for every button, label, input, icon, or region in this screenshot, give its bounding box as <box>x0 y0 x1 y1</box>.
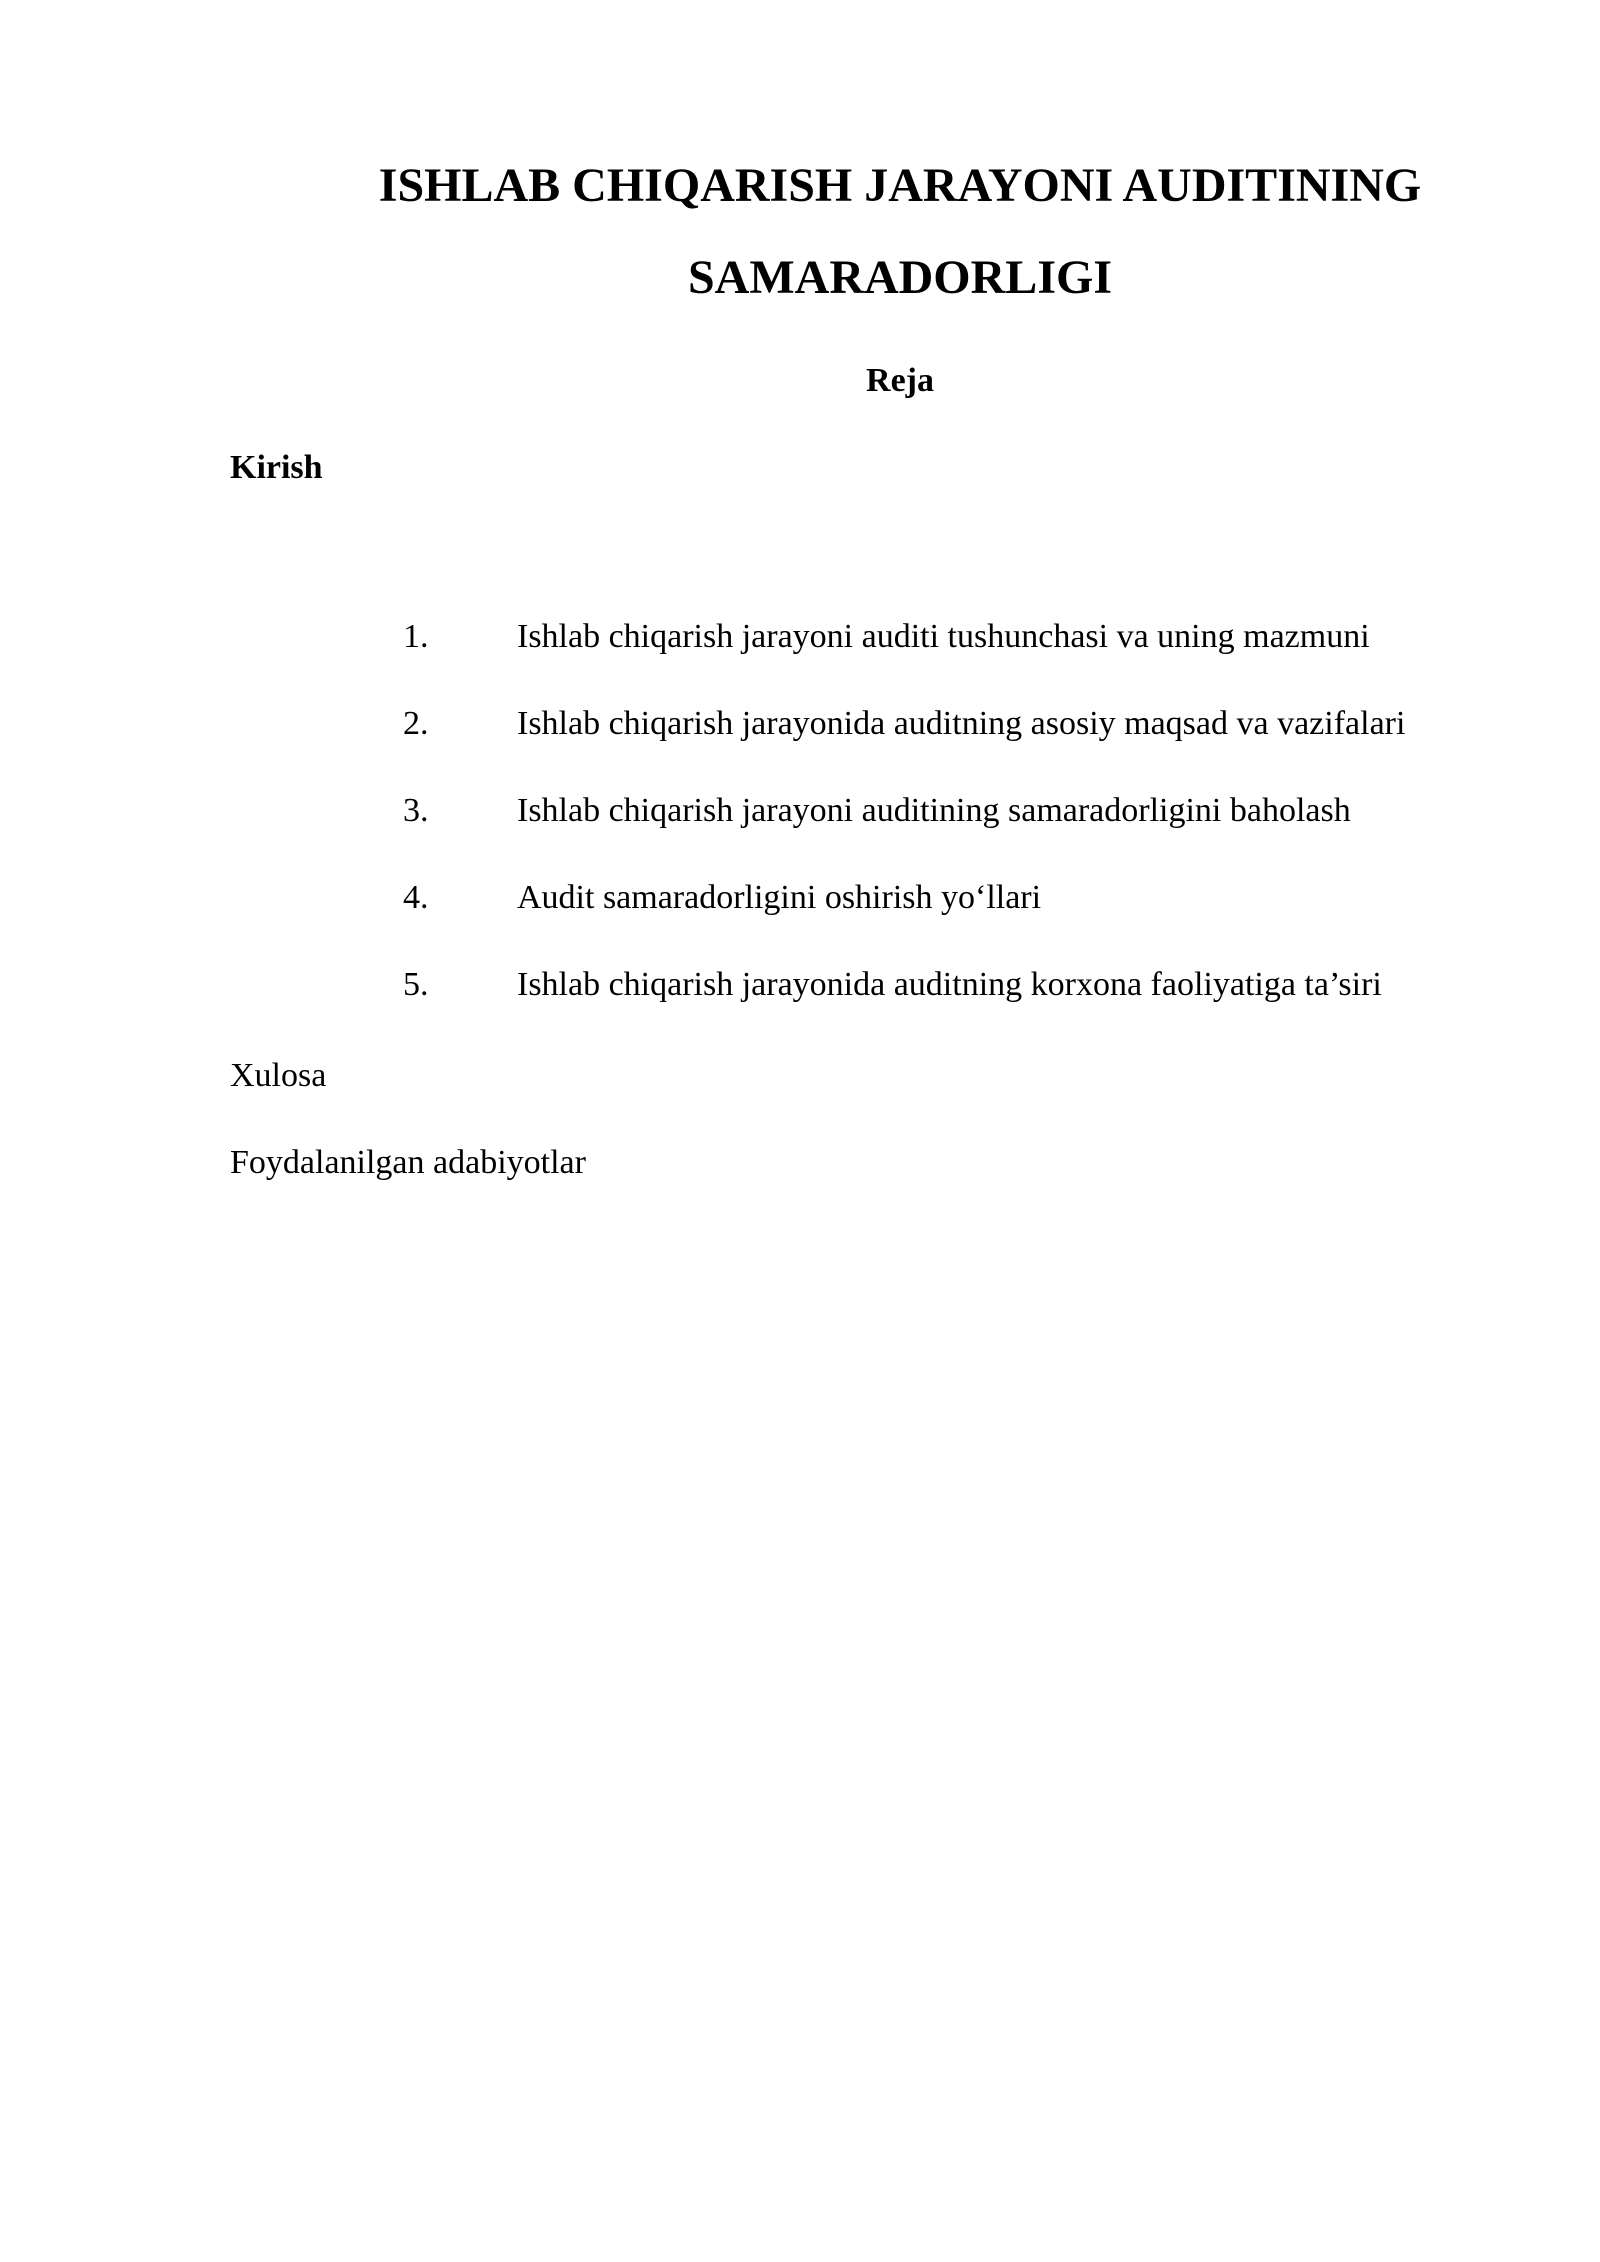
plan-list <box>0 618 1600 1053</box>
plan-item-text: Ishlab chiqarish jarayonida auditning korxona faoliyatiga ta’siri <box>517 966 1382 1003</box>
plan-item-number: 1. <box>403 618 429 655</box>
document-title-line-1: ISHLAB CHIQARISH JARAYONI AUDITINING <box>378 159 1422 212</box>
plan-item-number: 2. <box>403 705 429 742</box>
plan-item-text: Ishlab chiqarish jarayoni auditining samaradorligini baholash <box>517 792 1351 829</box>
plan-item-text: Ishlab chiqarish jarayoni auditi tushunchasi va uning mazmuni <box>517 618 1370 655</box>
document-title <box>230 140 1570 324</box>
plan-item <box>0 879 1600 966</box>
plan-item-text: Audit samaradorligini oshirish yo‘llari <box>517 879 1042 916</box>
plan-item <box>0 792 1600 879</box>
intro-heading: Kirish <box>230 449 323 486</box>
plan-item-number: 3. <box>403 792 429 829</box>
plan-item <box>0 705 1600 792</box>
document-title-line-2: SAMARADORLIGI <box>687 251 1113 304</box>
plan-item-number: 4. <box>403 879 429 916</box>
plan-heading: Reja <box>866 362 934 399</box>
plan-item-number: 5. <box>403 966 429 1003</box>
plan-item <box>0 618 1600 705</box>
plan-item-text: Ishlab chiqarish jarayonida auditning asosiy maqsad va vazifalari <box>517 705 1406 742</box>
plan-item <box>0 966 1600 1053</box>
references-heading: Foydalanilgan adabiyotlar <box>230 1144 586 1181</box>
conclusion-heading: Xulosa <box>230 1057 327 1094</box>
